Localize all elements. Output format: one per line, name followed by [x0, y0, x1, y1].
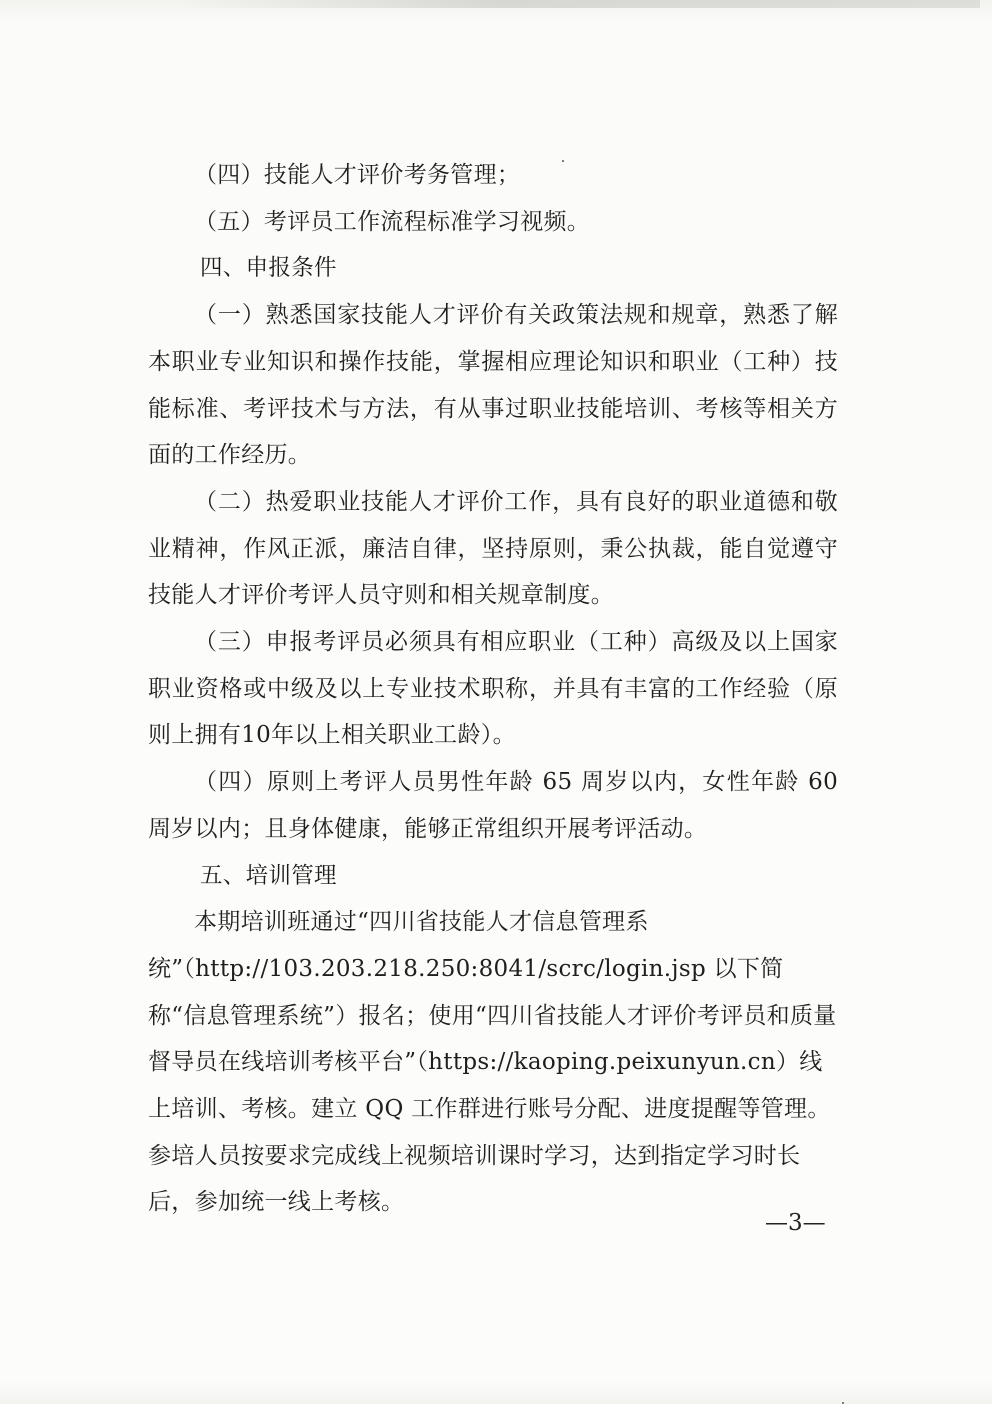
document-body — [148, 152, 838, 1226]
condition-2: （二）热爱职业技能人才评价工作，具有良好的职业道德和敬业精神，作风正派，廉洁自律，坚持原则，秉公执裁，能自觉遵守技能人才评价考评人员守则和相关规章制度。 — [148, 488, 838, 609]
item-4-exam-management: （四）技能人才评价考务管理； — [194, 162, 521, 188]
scan-edge-shadow — [180, 0, 980, 8]
training-management-paragraph: 本期培训班通过“四川省技能人才信息管理系统”（http://103.203.218.250:8041/scrc/login.jsp 以下简称“信息管理系统”）报名；使用“四川省技能人才评价考评员和质量督导员在线培训考核平台”（https://kaoping.peixunyun.cn）线上培训、考核。建立 QQ 工作群进行账号分配、进度提醒等管理。参培人员按要求完成线上视频培训课时学习，达到指定学习时长后，参加统一线上考核。 — [148, 909, 837, 1216]
page-number: —3— — [765, 1210, 826, 1236]
condition-4: （四）原则上考评人员男性年龄 65 周岁以内，女性年龄 60 周岁以内；且身体健康，能够正常组织开展考评活动。 — [148, 769, 838, 842]
section-heading-application-conditions: 四、申报条件 — [200, 255, 337, 282]
section-heading-training-management: 五、培训管理 — [200, 862, 337, 889]
condition-1: （一）熟悉国家技能人才评价有关政策法规和规章，熟悉了解本职业专业知识和操作技能，掌握相应理论知识和职业（工种）技能标准、考评技术与方法，有从事过职业技能培训、考核等相关方面的工作经历。 — [148, 302, 838, 469]
item-5-workflow-video: （五）考评员工作流程标准学习视频。 — [194, 208, 591, 235]
scan-speck — [562, 160, 564, 162]
condition-3: （三）申报考评员必须具有相应职业（工种）高级及以上国家职业资格或中级及以上专业技术职称，并具有丰富的工作经验（原则上拥有10年以上相关职业工龄）。 — [148, 629, 838, 749]
